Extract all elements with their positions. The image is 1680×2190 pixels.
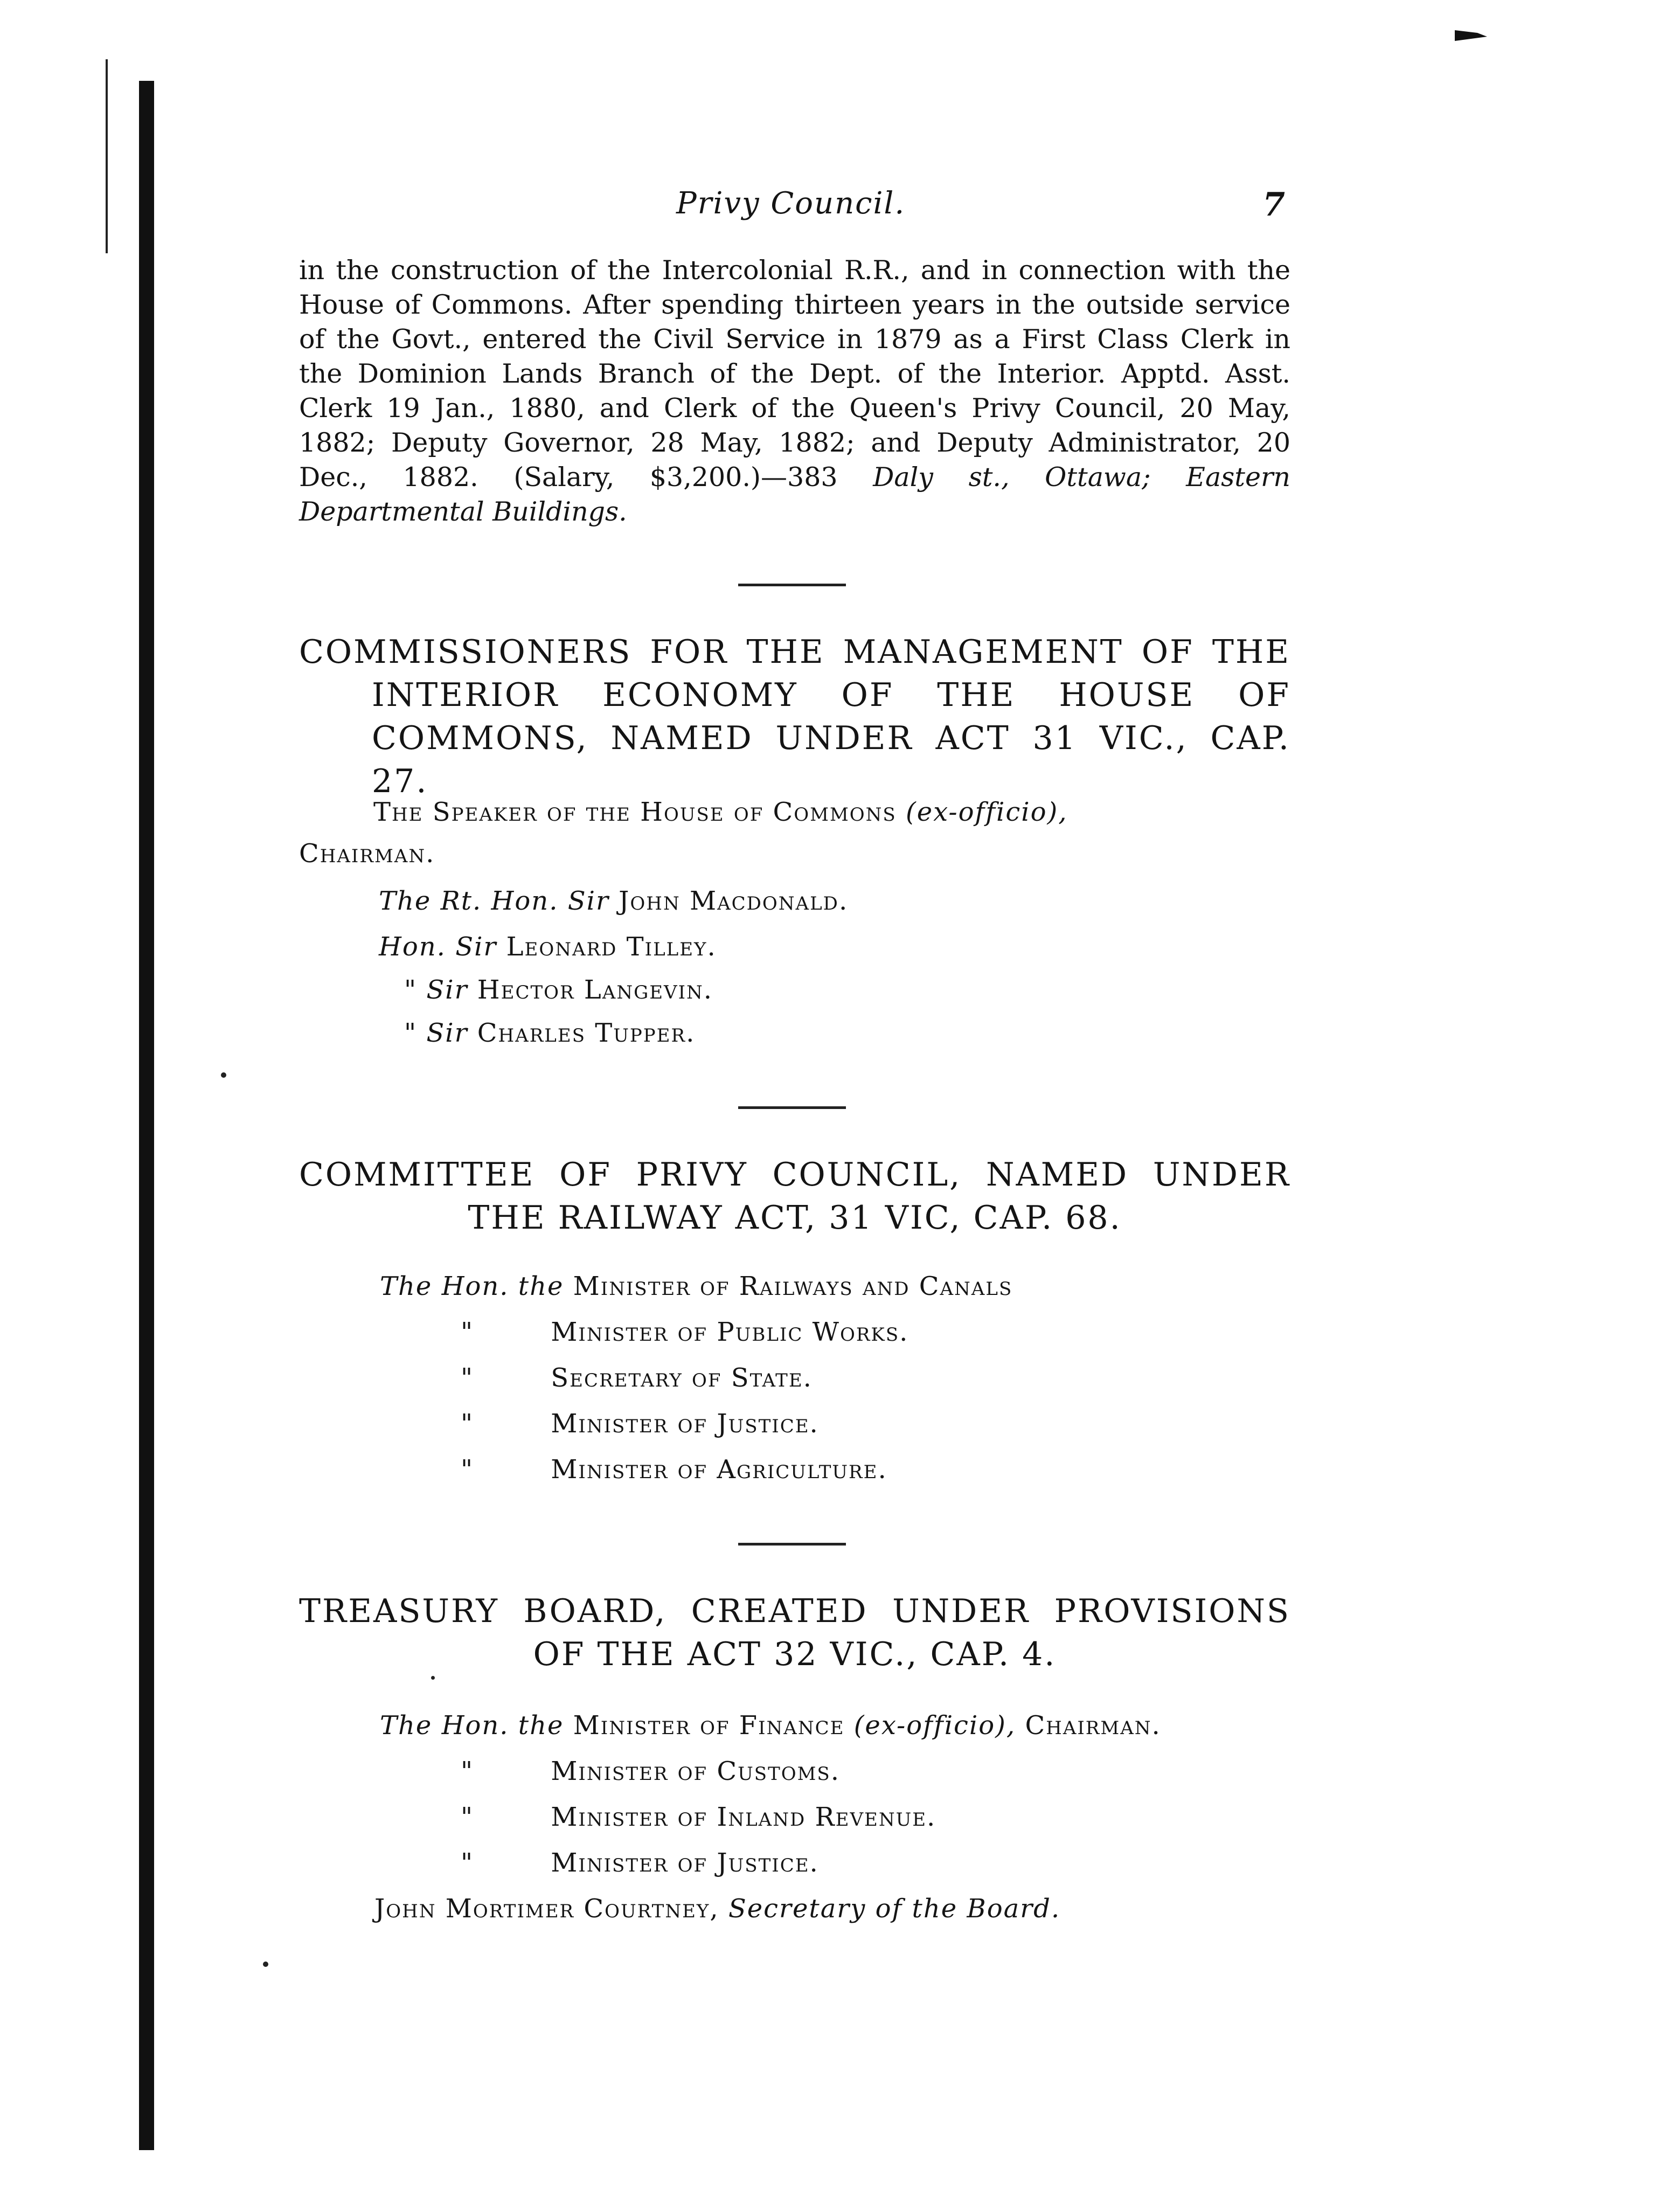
ditto-mark: " — [461, 1317, 474, 1347]
member-suffix: Chairman. — [299, 838, 435, 869]
section-heading-committee — [299, 1153, 1290, 1239]
member-name: Minister of Inland Revenue. — [551, 1802, 936, 1832]
heading-line: INTERIOR ECONOMY OF THE HOUSE OF — [372, 676, 1290, 714]
member-name: The Speaker of the House of Commons — [373, 797, 897, 827]
member-prefix: " Sir — [404, 1018, 468, 1048]
member-name: Hector Langevin. — [477, 975, 713, 1005]
member-entry-continuation — [299, 836, 435, 871]
member-name: Minister of Public Works. — [551, 1317, 909, 1347]
page-number: 7 — [1262, 186, 1285, 224]
secretary-title: Secretary of the Board. — [728, 1894, 1061, 1924]
running-head — [299, 186, 1290, 224]
section-rule — [738, 1106, 846, 1109]
member-name: Minister of Justice. — [551, 1848, 819, 1878]
member-prefix: The Hon. the — [380, 1710, 564, 1741]
member-note: (ex-officio), — [905, 797, 1068, 827]
ditto-mark: " — [461, 1848, 474, 1878]
ditto-mark: " — [461, 1756, 474, 1786]
member-entry — [380, 1708, 1161, 1743]
member-entry — [404, 1016, 695, 1050]
section-rule — [738, 1543, 846, 1546]
section-rule — [738, 584, 846, 586]
member-name: Minister of Justice. — [551, 1409, 819, 1439]
secretary-entry — [374, 1891, 1060, 1926]
member-name: Minister of Finance — [573, 1710, 845, 1741]
speck — [221, 1072, 226, 1078]
member-entry — [380, 1269, 1012, 1304]
heading-line: COMMONS, NAMED UNDER ACT 31 VIC., CAP. 27. — [372, 719, 1290, 800]
corner-mark — [1455, 30, 1487, 41]
ditto-mark: " — [461, 1802, 474, 1832]
heading-line: COMMITTEE OF PRIVY COUNCIL, NAMED UNDER — [299, 1156, 1290, 1194]
member-note: (ex-officio), — [853, 1710, 1016, 1741]
member-entry — [461, 1800, 936, 1834]
member-name: Minister of Customs. — [551, 1756, 840, 1786]
running-head-title: Privy Council. — [676, 186, 906, 221]
ditto-mark: " — [461, 1409, 474, 1439]
member-entry — [461, 1361, 813, 1395]
member-name: Minister of Railways and Canals — [573, 1271, 1013, 1301]
ditto-mark: " — [461, 1363, 474, 1393]
intro-paragraph-text: in the construction of the Intercolonial R.R., and in connection with the House of Commons. After spending thirteen years in the outside service of the Govt., entered the Civil Service in 1879 as a First Class Clerk in the Dominion Lands Branch of the Dept. of the Interior. Apptd. Asst. Clerk 19 Jan., 1880, and Clerk of the Queen's Privy Council, 20 May, 1882; Deputy Governor, 28 May, 1882; and Deputy Administrator, 20 Dec., 1882. (Salary, $3,200.)—383 — [299, 255, 1290, 493]
member-entry — [461, 1406, 819, 1441]
binding-edge-line — [106, 59, 108, 253]
member-suffix: Chairman. — [1025, 1710, 1161, 1741]
member-name: John Macdonald. — [619, 886, 849, 916]
member-prefix: The Hon. the — [380, 1271, 564, 1301]
heading-line: TREASURY BOARD, CREATED UNDER PROVISIONS — [299, 1592, 1290, 1630]
member-prefix: The Rt. Hon. Sir — [379, 886, 609, 916]
member-entry — [404, 973, 713, 1007]
binding-shadow — [139, 81, 154, 2150]
member-name: Secretary of State. — [551, 1363, 813, 1393]
member-entry — [461, 1754, 840, 1789]
speck — [263, 1962, 268, 1967]
member-entry — [379, 884, 848, 918]
speck — [431, 1676, 435, 1680]
section-heading-treasury-board — [299, 1590, 1290, 1676]
member-entry — [461, 1452, 887, 1487]
secretary-name: John Mortimer Courtney, — [374, 1894, 719, 1924]
member-name: Leonard Tilley. — [506, 932, 717, 962]
heading-line: THE RAILWAY ACT, 31 VIC, CAP. 68. — [468, 1199, 1122, 1237]
member-name: Charles Tupper. — [477, 1018, 696, 1048]
member-name: Minister of Agriculture. — [551, 1454, 887, 1485]
ditto-mark: " — [461, 1454, 474, 1485]
member-prefix: " Sir — [404, 975, 468, 1005]
intro-paragraph-address: Daly st., Ottawa; Eastern Departmental Buildings. — [299, 462, 1290, 527]
member-entry — [461, 1315, 908, 1349]
member-entry — [373, 795, 1067, 829]
intro-paragraph — [299, 253, 1290, 529]
heading-line: OF THE ACT 32 VIC., CAP. 4. — [533, 1635, 1057, 1673]
section-heading-commissioners — [299, 630, 1290, 803]
member-entry — [379, 930, 717, 964]
member-entry — [461, 1846, 819, 1880]
heading-line: COMMISSIONERS FOR THE MANAGEMENT OF THE — [299, 633, 1290, 671]
member-prefix: Hon. Sir — [379, 932, 497, 962]
